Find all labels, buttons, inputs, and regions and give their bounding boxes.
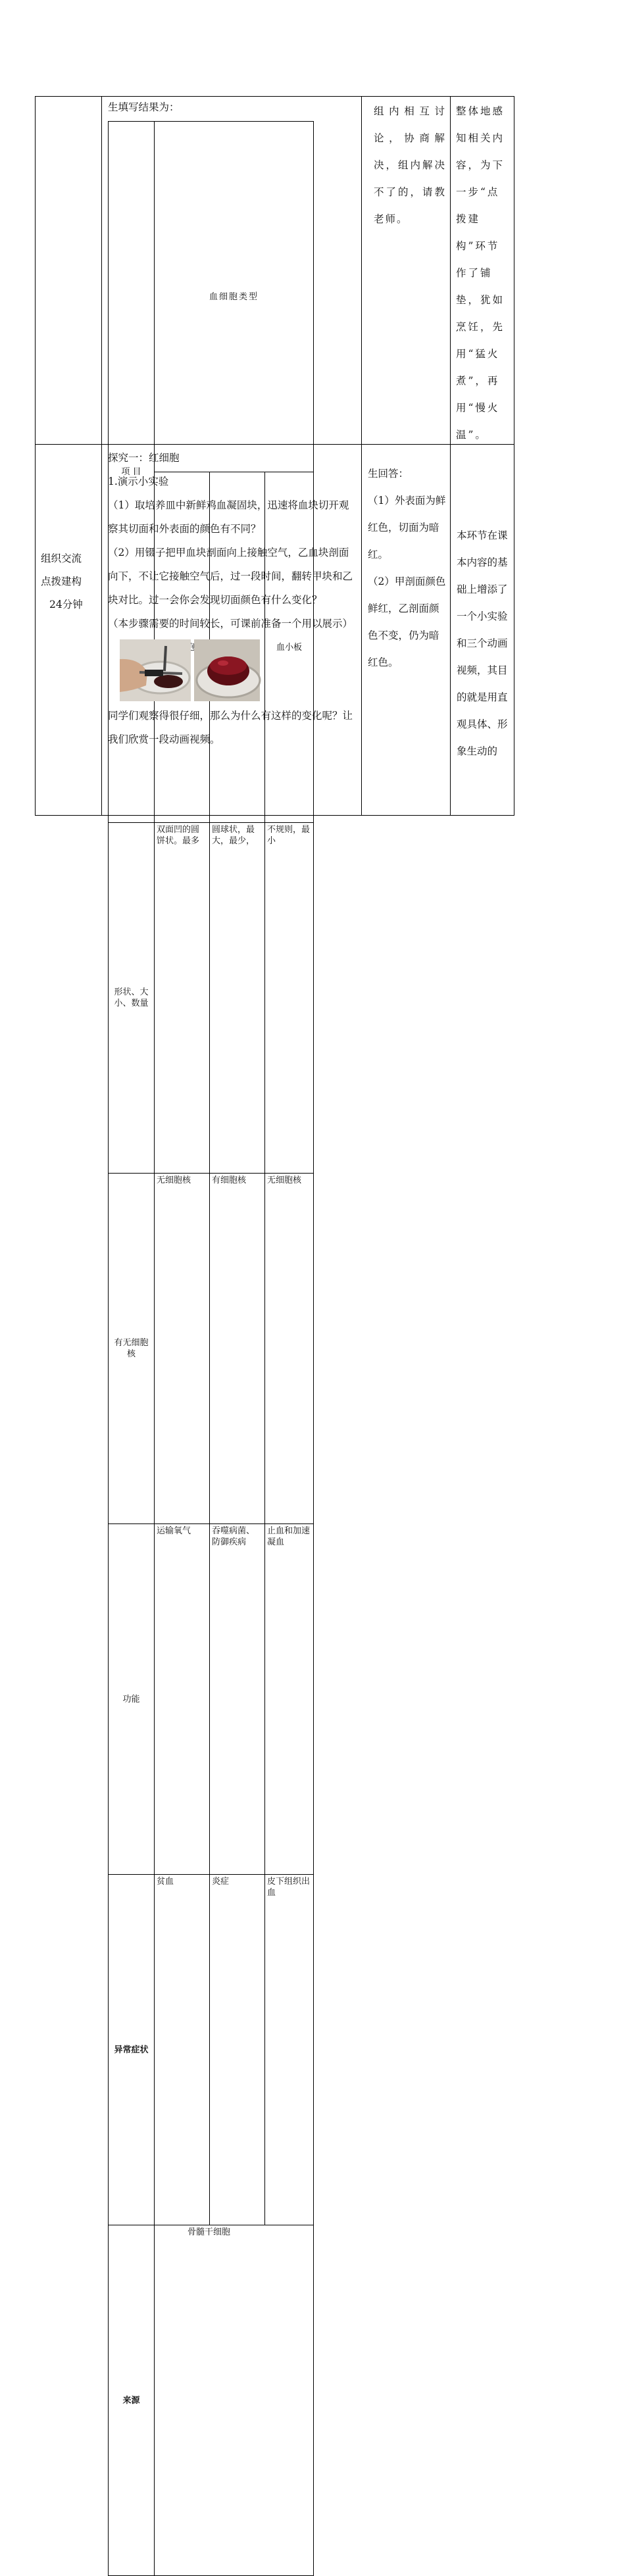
lesson-plan-table [35, 96, 514, 2406]
answer-item: （2）甲剖面颜色鲜红，乙剖面颜色不变，仍为暗红色。 [368, 576, 446, 668]
table-cell: 不规则，最小 [265, 823, 314, 1174]
step-title: 1.演示小实验 [108, 476, 169, 487]
design-note: 整体地感知相关内容，为下一步“点拨建构”环节作了铺垫，犹如烹饪，先用“猛火煮”，再用“慢火温”。 [456, 105, 505, 441]
answer-item: （1）外表面为鲜红色，切面为暗红。 [368, 495, 446, 560]
source-value: 骨髓干细胞 [155, 2225, 314, 2576]
student-activity-cell [362, 97, 451, 445]
table-cell: 皮下组织出血 [265, 1875, 314, 2225]
paragraph: 同学们观察得很仔细，那么为什么有这样的变化呢？让我们欣赏一段动画视频。 [108, 710, 353, 745]
stage-cell [36, 445, 102, 816]
header-group: 血细胞类型 [155, 122, 314, 472]
stage-name: 点拨建构 [41, 576, 82, 587]
table-cell: 炎症 [210, 1875, 265, 2225]
table-cell: 贫血 [155, 1875, 210, 2225]
table-cell: 止血和加速凝血 [265, 1524, 314, 1875]
paragraph: （2）用镊子把甲血块剖面向上接触空气，乙血块剖面向下，不让它接触空气后，过一段时间，翻转甲块和乙块对比。过一会你会发现切面颜色有什么变化？ [108, 547, 353, 606]
experiment-photos [120, 639, 358, 701]
paragraph: （1）取培养皿中新鲜鸡血凝固块，迅速将血块切开观察其切面和外表面的颜色有不同？ [108, 499, 349, 535]
row-label: 异常症状 [109, 1875, 155, 2225]
stage-time: 24分钟 [49, 599, 83, 610]
table-row [36, 97, 514, 445]
source-label: 来源 [109, 2225, 155, 2576]
photo-tweezers [120, 639, 191, 701]
type-platelet: 血小板 [265, 472, 314, 823]
design-intent-cell [451, 97, 514, 445]
table-cell: 有细胞核 [210, 1174, 265, 1524]
photo-blood-clot [194, 639, 265, 701]
table-cell: 双面凹的圆饼状。最多 [155, 823, 210, 1174]
answer-title: 生回答： [368, 468, 409, 480]
row-label: 形状、大小、数量 [109, 823, 155, 1174]
table-cell: 无细胞核 [155, 1174, 210, 1524]
stage-cell [36, 97, 102, 445]
stage-name: 组织交流 [41, 553, 82, 564]
row-label: 功能 [109, 1524, 155, 1875]
paragraph: （本步骤需要的时间较长，可课前准备一个用以展示） [108, 618, 353, 630]
design-note: 本环节在课本内容的基础上增添了一个小实验和三个动画视频，其目的就是用直观具体、形象生动的 [457, 530, 508, 757]
header-item: 项 目 [109, 122, 155, 823]
table-cell: 圆球状，最大，最少， [210, 823, 265, 1174]
student-activity-cell [362, 445, 451, 816]
table-cell: 无细胞核 [265, 1174, 314, 1524]
section-heading: 探究一：红细胞 [108, 452, 180, 464]
teacher-activity-cell [102, 445, 362, 816]
intro-text: 生填写结果为： [108, 101, 180, 113]
design-intent-cell [451, 445, 514, 816]
table-row [36, 445, 514, 816]
table-cell: 运输氧气 [155, 1524, 210, 1875]
table-cell: 吞噬病菌、防御疾病 [210, 1524, 265, 1875]
row-label: 有无细胞核 [109, 1174, 155, 1524]
discussion-text: 组内相互讨论，协商解决，组内解决不了的，请教老师。 [374, 105, 446, 225]
